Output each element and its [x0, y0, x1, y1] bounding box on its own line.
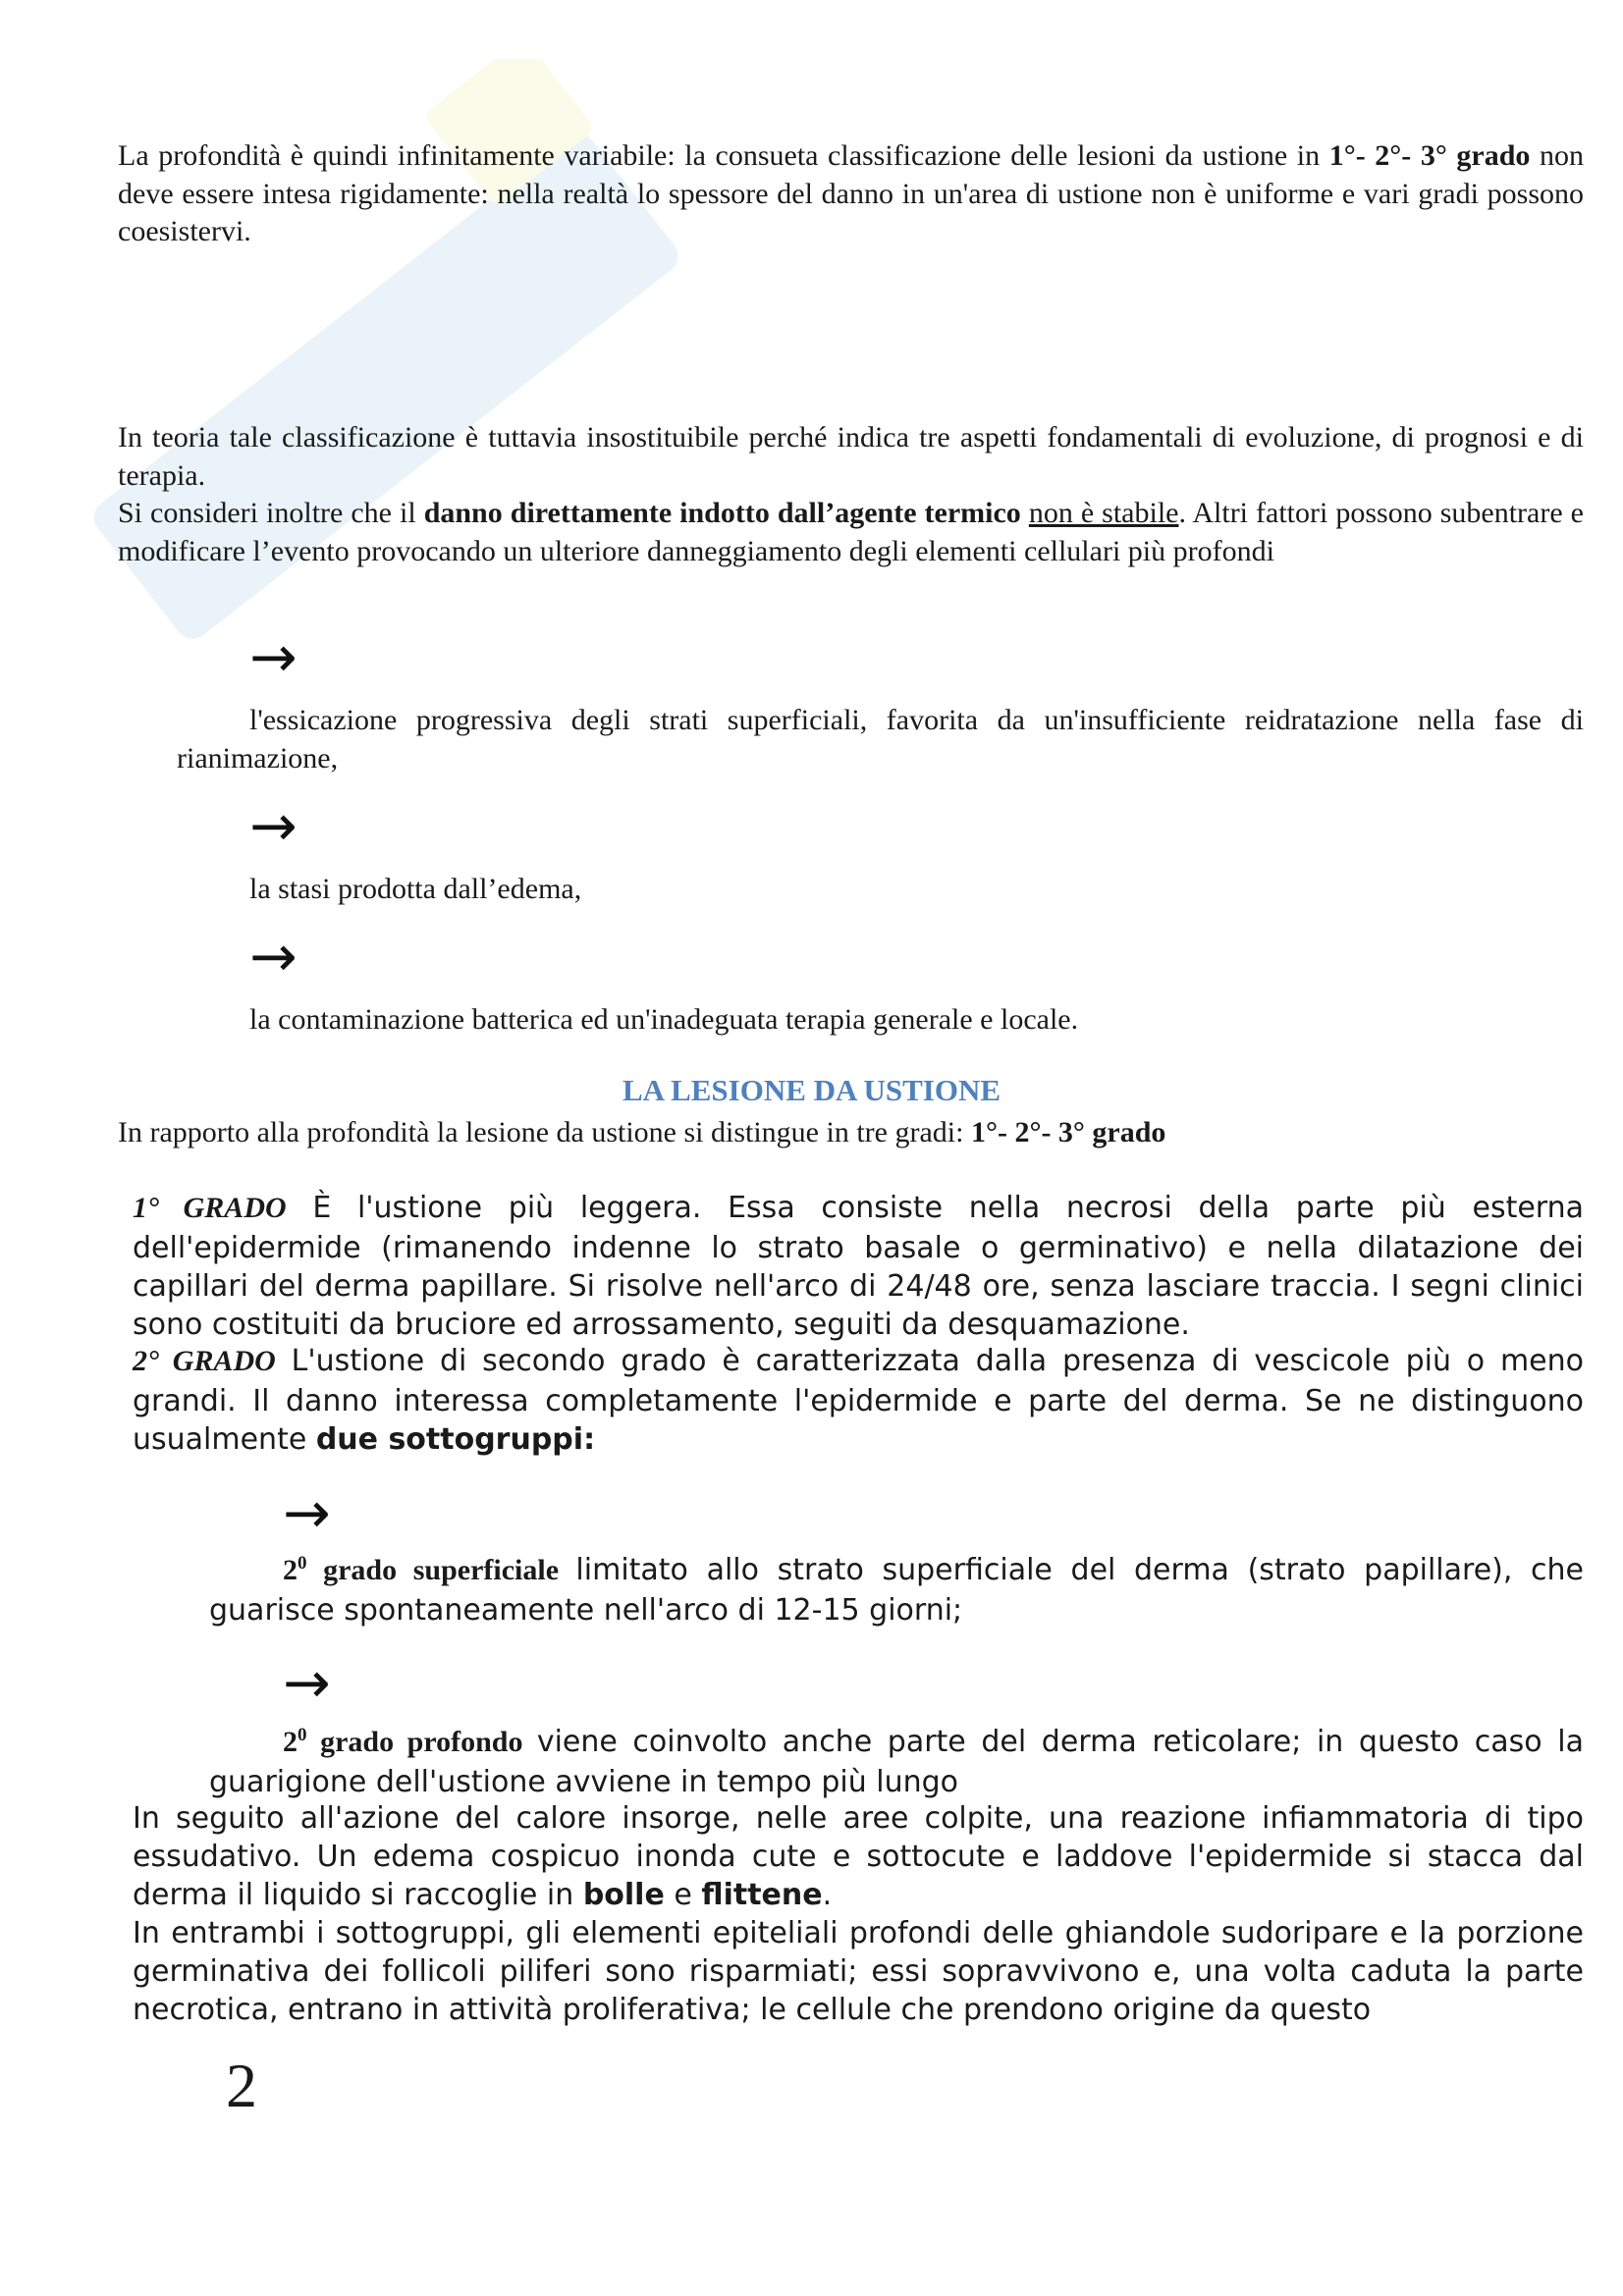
- arrow-icon: →: [249, 923, 298, 989]
- subgroup-superficial: $2^0$ grado superficiale limitato allo strato superficiale del derma (strato papillare), che guarisce spontaneamente nell'arco di 12-15 giorni;: [209, 1553, 1585, 1628]
- factor-item: l'essicazione progressiva degli strati superficiali, favorita da un'insufficiente reidratazione nella fase di rianimazione,: [177, 704, 1584, 774]
- paragraph-depth: La profondità è quindi infinitamente variabile: la consueta classificazione delle lesioni da ustione in 1°- 2°- 3° grado non deve essere intesa rigidamente: nella realtà lo spessore del danno in un'area di ustione non è uniforme e vari gradi possono coesistervi.: [118, 139, 1584, 247]
- factor-item: la stasi prodotta dall’edema,: [249, 873, 582, 905]
- arrow-icon: →: [283, 1649, 331, 1716]
- page-number: 2: [226, 2051, 257, 2120]
- arrow-icon: →: [283, 1479, 331, 1546]
- paragraph-subgroups: In entrambi i sottogruppi, gli elementi epiteliali profondi delle ghiandole sudoripare e la porzione germinativa dei follicoli piliferi sono risparmiati; essi sopravvivono e, una volta caduta la parte necrotica, entrano in attività proliferativa; le cellule che prendono origine da questo: [133, 1916, 1584, 2027]
- factor-item: la contaminazione batterica ed un'inadeguata terapia generale e locale.: [249, 1003, 1079, 1036]
- arrow-icon: →: [249, 792, 298, 859]
- paragraph-theory: In teoria tale classificazione è tuttavia insostituibile perché indica tre aspetti fondamentali di evoluzione, di prognosi e di terapia.: [118, 421, 1584, 492]
- paragraph-grade1: 1° GRADO È l'ustione più leggera. Essa consiste nella necrosi della parte più esterna dell'epidermide (rimanendo indenne lo strato basale o germinativo) e nella dilatazione dei capillari del derma papillare. Si risolve nell'arco di 24/48 ore, senza lasciare traccia. I segni clinici sono costituiti da bruciore ed arrossamento, seguiti da desquamazione.: [133, 1191, 1584, 1342]
- section-heading: LA LESIONE DA USTIONE: [622, 1073, 1001, 1107]
- paragraph-grade2: 2° GRADO L'ustione di secondo grado è caratterizzata dalla presenza di vescicole più o meno grandi. Il danno interessa completamente l'epidermide e parte del derma. Se ne distinguono usualmente due sottogruppi:: [133, 1344, 1585, 1457]
- arrow-icon: →: [249, 623, 298, 690]
- paragraph-damage: Si consideri inoltre che il danno direttamente indotto dall’agente termico non è stabile. Altri fattori possono subentrare e modificare l’evento provocando un ulteriore danneggiamento degli elementi cellulari più profondi: [118, 497, 1584, 567]
- paragraph-inflammation: In seguito all'azione del calore insorge, nelle aree colpite, una reazione infiammatoria di tipo essudativo. Un edema cospicuo inonda cute e sottocute e laddove l'epidermide si stacca dal derma il liquido si raccoglie in bolle e flittene.: [133, 1801, 1584, 1912]
- paragraph-intro: In rapporto alla profondità la lesione da ustione si distingue in tre gradi: 1°- 2°- 3° grado: [118, 1116, 1166, 1148]
- subgroup-deep: $2^0$ grado profondo viene coinvolto anche parte del derma reticolare; in questo caso la guarigione dell'ustione avviene in tempo più lungo: [209, 1725, 1584, 1799]
